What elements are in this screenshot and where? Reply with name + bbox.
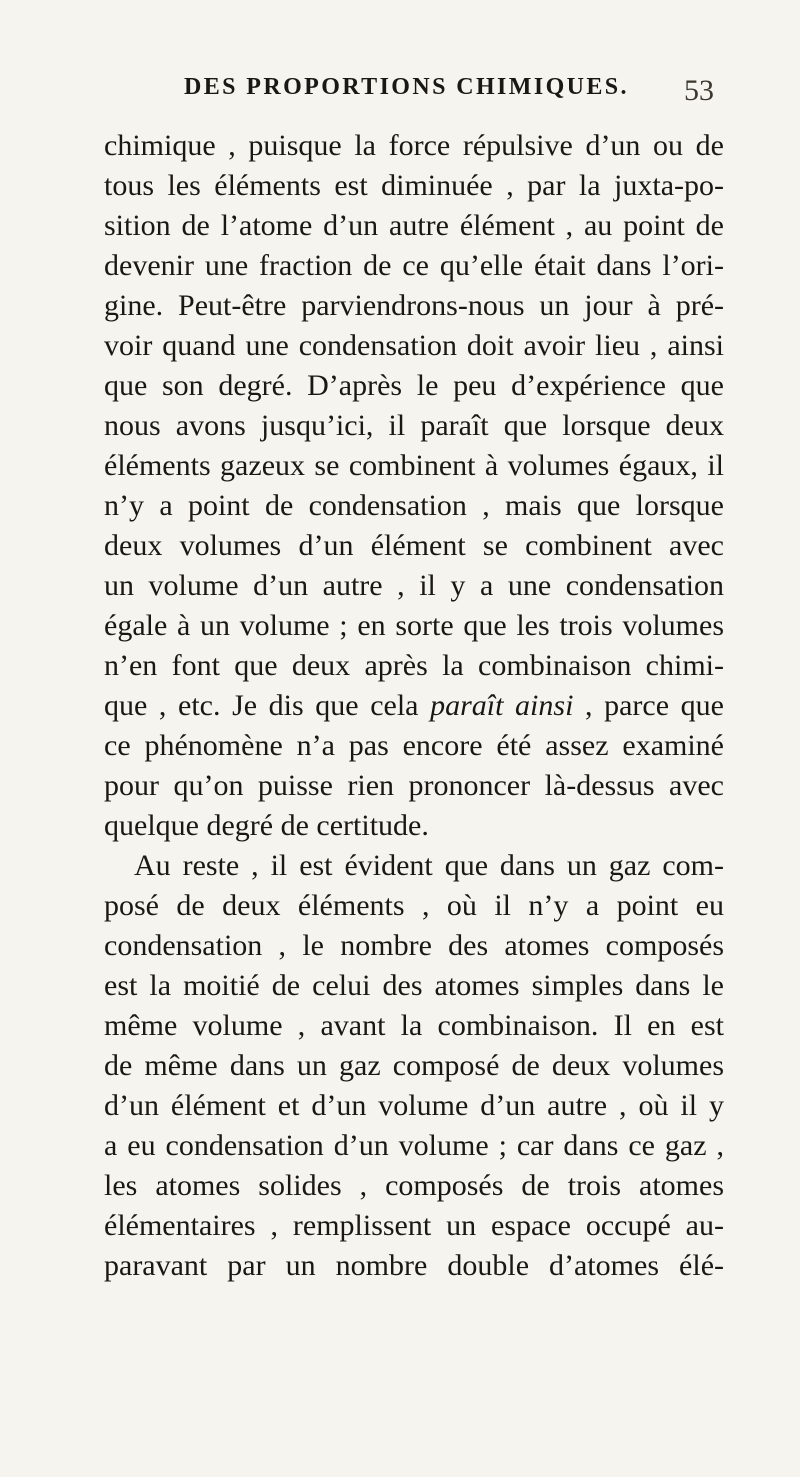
text-line: sition de l’atome d’un autre élément , au point de: [104, 209, 724, 242]
text-line: paravant par un nombre double d’atomes élé-: [104, 1249, 724, 1282]
text-line: d’un élément et d’un volume d’un autre , où il y: [104, 1089, 724, 1122]
italic-phrase: paraît ainsi: [430, 689, 574, 722]
text-line: a eu condensation d’un volume ; car dans ce gaz ,: [104, 1129, 724, 1162]
text-line: gine. Peut-être parviendrons-nous un jour à pré-: [104, 289, 724, 322]
text-line: élémentaires , remplissent un espace occupé au-: [104, 1209, 724, 1242]
text-line: égale à un volume ; en sorte que les trois volumes: [104, 609, 724, 642]
text-line: un volume d’un autre , il y a une condensation: [104, 569, 724, 602]
text-line: voir quand une condensation doit avoir lieu , ainsi: [104, 329, 724, 362]
text-line: deux volumes d’un élément se combinent avec: [104, 529, 724, 562]
text-line: n’y a point de condensation , mais que lorsque: [104, 489, 724, 522]
text-line: est la moitié de celui des atomes simples dans le: [104, 969, 724, 1002]
text-line: éléments gazeux se combinent à volumes égaux, il: [104, 449, 724, 482]
text-line: devenir une fraction de ce qu’elle était dans l’ori-: [104, 249, 724, 282]
text-line: ce phénomène n’a pas encore été assez examiné: [104, 729, 724, 762]
page-number: 53: [684, 74, 714, 107]
text-line: que son degré. D’après le peu d’expérience que: [104, 369, 724, 402]
text-line: même volume , avant la combinaison. Il en est: [104, 1009, 724, 1042]
text-line: condensation , le nombre des atomes composés: [104, 929, 724, 962]
text-line: tous les éléments est diminuée , par la juxta-po-: [104, 169, 724, 202]
body-text: [104, 126, 724, 1286]
running-head-title: DES PROPORTIONS CHIMIQUES.: [184, 74, 629, 100]
text-line: les atomes solides , composés de trois atomes: [104, 1169, 724, 1202]
text-line: posé de deux éléments , où il n’y a point eu: [104, 889, 724, 922]
text-line: Au reste , il est évident que dans un gaz com-: [134, 849, 724, 882]
text-line-with-italic: [104, 686, 724, 726]
text-line: quelque degré de certitude.: [104, 809, 429, 842]
text-line: de même dans un gaz composé de deux volumes: [104, 1049, 724, 1082]
text-line: chimique , puisque la force répulsive d’un ou de: [104, 129, 724, 162]
text-line: nous avons jusqu’ici, il paraît que lorsque deux: [104, 409, 724, 442]
text-line: pour qu’on puisse rien prononcer là-dessus avec: [104, 769, 724, 802]
text-segment: que , etc. Je dis que cela: [104, 689, 431, 722]
running-head: [0, 74, 800, 110]
text-line: n’en font que deux après la combinaison chimi-: [104, 649, 724, 682]
text-segment: , parce que: [573, 689, 724, 722]
